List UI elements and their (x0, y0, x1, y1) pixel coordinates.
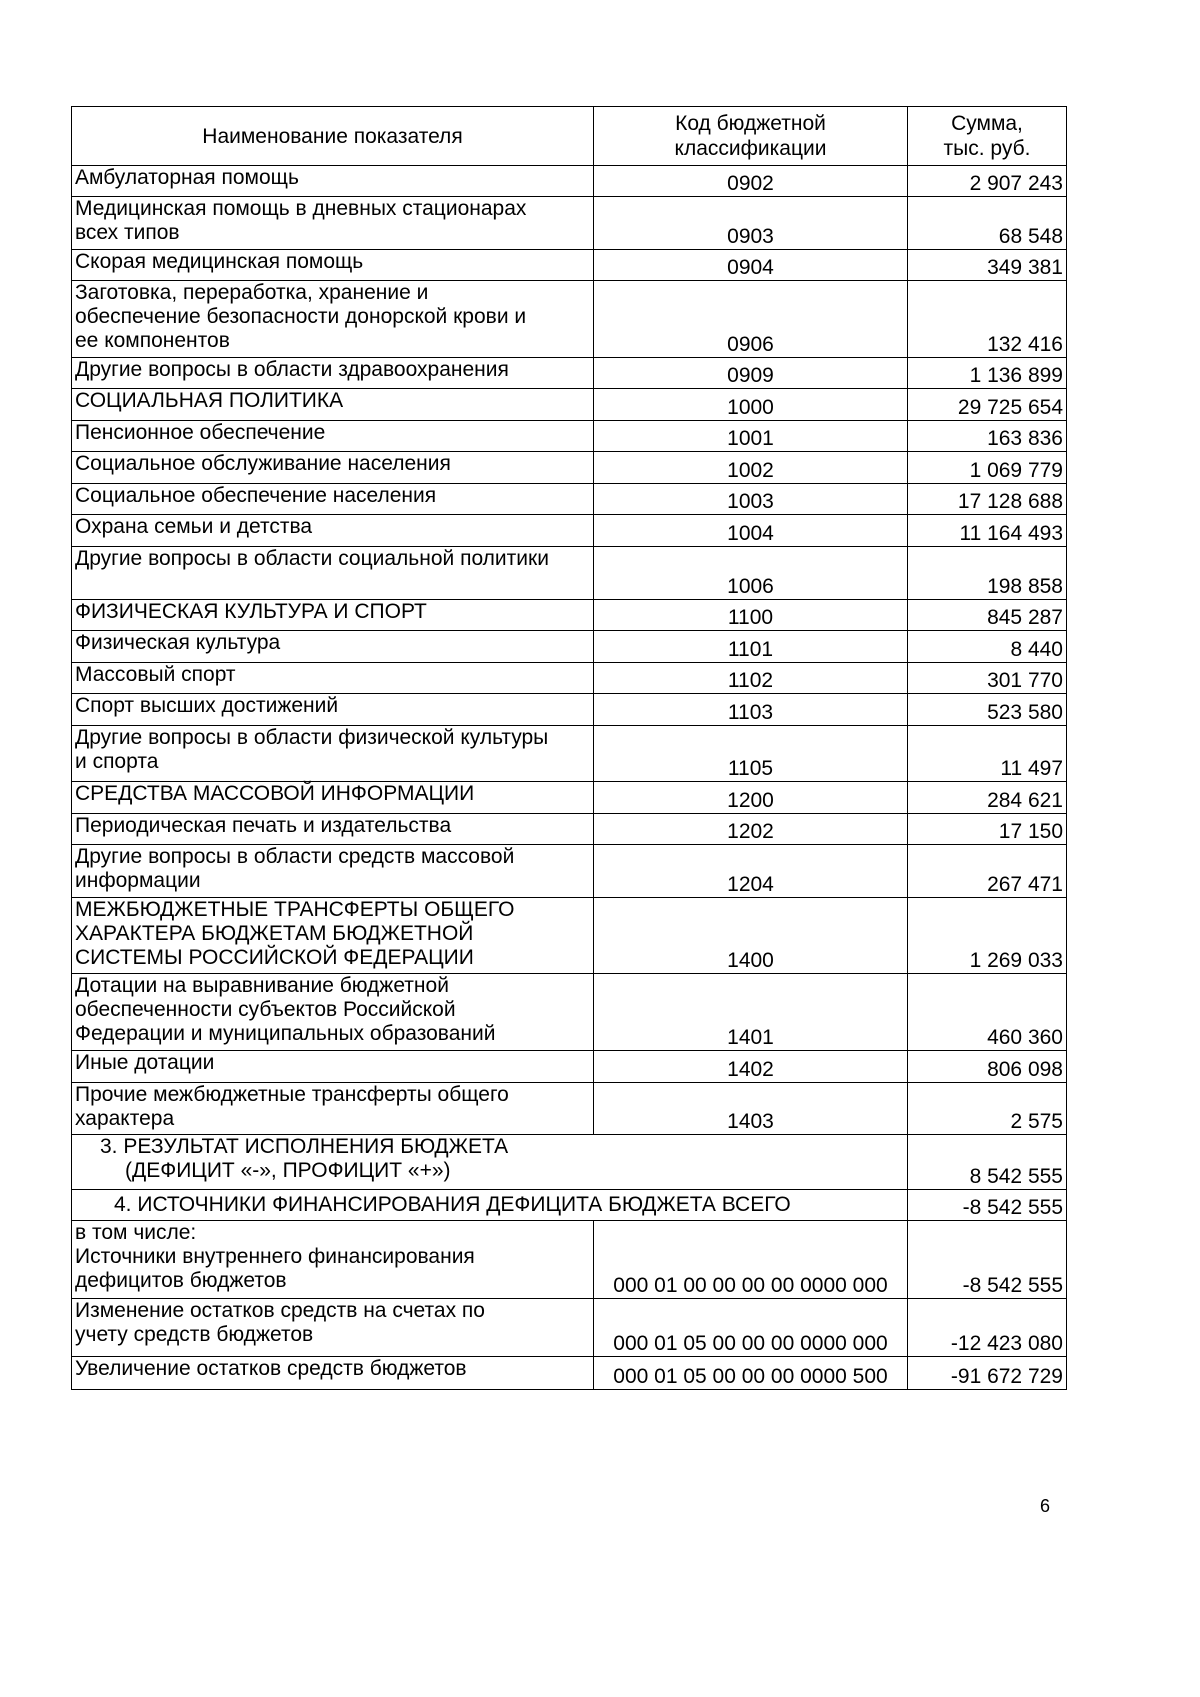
table-row (72, 484, 1067, 515)
row-code: 1202 (594, 814, 908, 845)
table-row (72, 166, 1067, 197)
row-name: Другие вопросы в области средств массовой информации (72, 845, 594, 898)
row-name: Прочие межбюджетные трансферты общего характера (72, 1083, 594, 1135)
row-code: 1200 (594, 782, 908, 814)
header-code: Код бюджетной классификации (594, 107, 908, 166)
sources-row (72, 1221, 1067, 1299)
budget-table (71, 106, 1067, 1390)
row-sum: 2 907 243 (908, 166, 1067, 197)
row-code: 1402 (594, 1051, 908, 1083)
row-sum: 68 548 (908, 197, 1067, 250)
row-name: в том числе: Источники внутреннего финансирования дефицитов бюджетов (72, 1221, 594, 1299)
table-body (72, 166, 1067, 1390)
row-name: Амбулаторная помощь (72, 166, 594, 197)
row-sum: 17 150 (908, 814, 1067, 845)
row-name: ФИЗИЧЕСКАЯ КУЛЬТУРА И СПОРТ (72, 600, 594, 631)
row-code: 0902 (594, 166, 908, 197)
table-row (72, 250, 1067, 281)
row-name: Медицинская помощь в дневных стационарах всех типов (72, 197, 594, 250)
table-row (72, 547, 1067, 600)
table-row (72, 358, 1067, 389)
row-sum: 163 836 (908, 421, 1067, 452)
row-code: 1401 (594, 974, 908, 1051)
row-code: 000 01 05 00 00 00 0000 000 (594, 1299, 908, 1357)
row-sum: 17 128 688 (908, 484, 1067, 515)
row-sum: 1 069 779 (908, 452, 1067, 484)
row-sum: -12 423 080 (908, 1299, 1067, 1357)
row-code: 1002 (594, 452, 908, 484)
table-row (72, 421, 1067, 452)
table-row (72, 1051, 1067, 1083)
row-sum: 132 416 (908, 281, 1067, 358)
result-row (72, 1135, 1067, 1190)
row-sum: 1 136 899 (908, 358, 1067, 389)
table-row-section (72, 782, 1067, 814)
row-sum: 1 269 033 (908, 898, 1067, 974)
row-sum: 284 621 (908, 782, 1067, 814)
row-sum: -8 542 555 (908, 1221, 1067, 1299)
table-row-section (72, 389, 1067, 421)
row-sum: 806 098 (908, 1051, 1067, 1083)
row-code: 000 01 05 00 00 00 0000 500 (594, 1357, 908, 1390)
row-name: Спорт высших достижений (72, 694, 594, 726)
row-name: Физическая культура (72, 631, 594, 663)
row-sum: 11 497 (908, 726, 1067, 782)
row-sum: 460 360 (908, 974, 1067, 1051)
row-name: Иные дотации (72, 1051, 594, 1083)
row-code: 1400 (594, 898, 908, 974)
row-code: 1001 (594, 421, 908, 452)
header-name: Наименование показателя (72, 107, 594, 166)
table-row (72, 281, 1067, 358)
sources-total-label: 4. ИСТОЧНИКИ ФИНАНСИРОВАНИЯ ДЕФИЦИТА БЮДЖЕТА ВСЕГО (72, 1190, 908, 1221)
row-name: МЕЖБЮДЖЕТНЫЕ ТРАНСФЕРТЫ ОБЩЕГО ХАРАКТЕРА БЮДЖЕТАМ БЮДЖЕТНОЙ СИСТЕМЫ РОССИЙСКОЙ ФЕДЕРАЦИИ (72, 898, 594, 974)
row-name: Массовый спорт (72, 663, 594, 694)
sources-row (72, 1357, 1067, 1390)
result-label (72, 1135, 908, 1190)
table-row (72, 452, 1067, 484)
row-name: СОЦИАЛЬНАЯ ПОЛИТИКА (72, 389, 594, 421)
row-name: Другие вопросы в области здравоохранения (72, 358, 594, 389)
row-name: Другие вопросы в области социальной политики (72, 547, 594, 600)
row-name: Социальное обслуживание населения (72, 452, 594, 484)
row-name: Периодическая печать и издательства (72, 814, 594, 845)
row-sum: 523 580 (908, 694, 1067, 726)
row-code: 1000 (594, 389, 908, 421)
row-code: 0909 (594, 358, 908, 389)
table-row (72, 694, 1067, 726)
row-sum: 267 471 (908, 845, 1067, 898)
row-sum: 8 440 (908, 631, 1067, 663)
row-name: Скорая медицинская помощь (72, 250, 594, 281)
row-name: Пенсионное обеспечение (72, 421, 594, 452)
row-code: 1004 (594, 515, 908, 547)
sources-row (72, 1299, 1067, 1357)
table-row (72, 663, 1067, 694)
table-row-section (72, 898, 1067, 974)
row-code: 1101 (594, 631, 908, 663)
result-label-line-1: 3. РЕЗУЛЬТАТ ИСПОЛНЕНИЯ БЮДЖЕТА (100, 1135, 509, 1158)
row-sum: 301 770 (908, 663, 1067, 694)
row-sum: 198 858 (908, 547, 1067, 600)
row-code: 0903 (594, 197, 908, 250)
table-row (72, 197, 1067, 250)
row-name: СРЕДСТВА МАССОВОЙ ИНФОРМАЦИИ (72, 782, 594, 814)
row-sum: 11 164 493 (908, 515, 1067, 547)
row-sum: 845 287 (908, 600, 1067, 631)
row-name: Изменение остатков средств на счетах по учету средств бюджетов (72, 1299, 594, 1357)
result-sum: 8 542 555 (908, 1135, 1067, 1190)
table-row (72, 515, 1067, 547)
sources-total-row (72, 1190, 1067, 1221)
result-label-line-2: (ДЕФИЦИТ «-», ПРОФИЦИТ «+») (125, 1159, 451, 1182)
row-sum: 2 575 (908, 1083, 1067, 1135)
row-code: 1105 (594, 726, 908, 782)
row-sum: -91 672 729 (908, 1357, 1067, 1390)
row-code: 1403 (594, 1083, 908, 1135)
table-row (72, 1083, 1067, 1135)
row-name: Охрана семьи и детства (72, 515, 594, 547)
row-name: Увеличение остатков средств бюджетов (72, 1357, 594, 1390)
table-row-section (72, 600, 1067, 631)
row-code: 1100 (594, 600, 908, 631)
table-row (72, 631, 1067, 663)
row-code: 1103 (594, 694, 908, 726)
row-name: Дотации на выравнивание бюджетной обеспеченности субъектов Российской Федерации и муниципальных образований (72, 974, 594, 1051)
table-row (72, 814, 1067, 845)
row-sum: 349 381 (908, 250, 1067, 281)
table-row (72, 726, 1067, 782)
row-code: 0904 (594, 250, 908, 281)
row-code: 1003 (594, 484, 908, 515)
row-name: Другие вопросы в области физической культуры и спорта (72, 726, 594, 782)
row-code: 1204 (594, 845, 908, 898)
row-name: Заготовка, переработка, хранение и обеспечение безопасности донорской крови и ее компонентов (72, 281, 594, 358)
sources-total-sum: -8 542 555 (908, 1190, 1067, 1221)
row-code: 1102 (594, 663, 908, 694)
row-name: Социальное обеспечение населения (72, 484, 594, 515)
row-code: 000 01 00 00 00 00 0000 000 (594, 1221, 908, 1299)
table-row (72, 845, 1067, 898)
page-number: 6 (1040, 1496, 1051, 1516)
row-sum: 29 725 654 (908, 389, 1067, 421)
table-header-row (72, 107, 1067, 166)
table-row (72, 974, 1067, 1051)
row-code: 1006 (594, 547, 908, 600)
row-code: 0906 (594, 281, 908, 358)
header-sum: Сумма, тыс. руб. (908, 107, 1067, 166)
